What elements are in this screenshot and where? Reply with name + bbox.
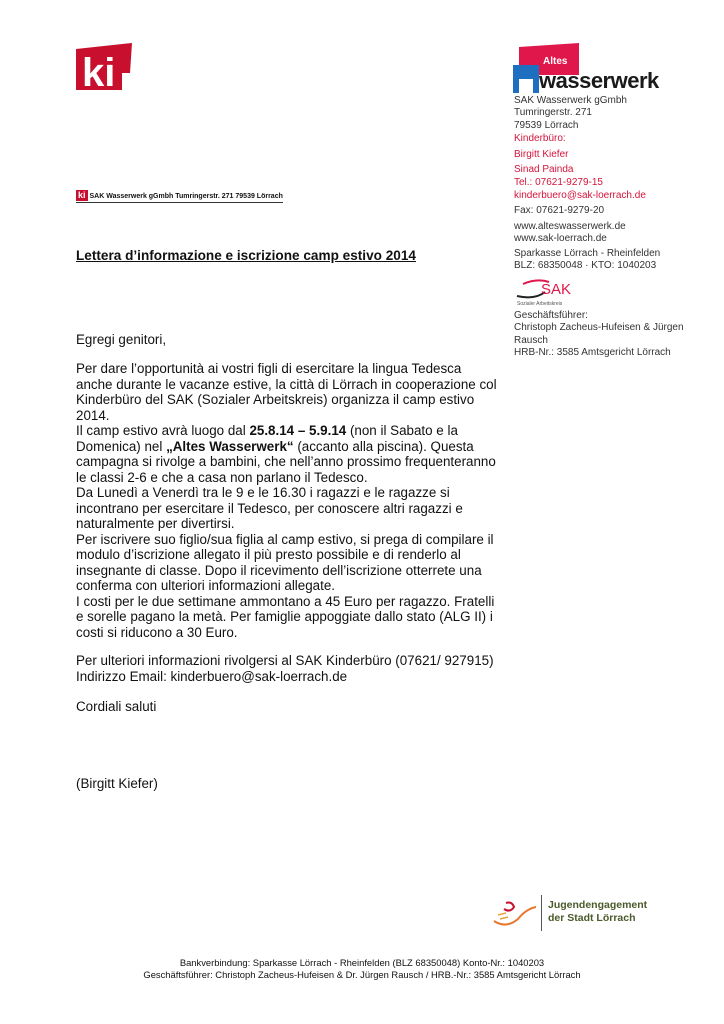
bird-icon [492, 899, 536, 929]
contact-person: Birgitt Kiefer [514, 149, 569, 160]
contact-org: SAK Wasserwerk gGmbh Tumringerstr. 271 79539 Lörrach [514, 95, 627, 131]
contact-management: Geschäftsführer: Christoph Zacheus-Hufeisen & Jürgen Rausch HRB-Nr.: 3585 Amtsgericht Lörrach [514, 310, 684, 358]
paragraph-contact: Per ulteriori informazioni rivolgersi al SAK Kinderbüro (07621/ 927915) Indirizzo Email: kinderbuero@sak-loerrach.de [76, 653, 494, 684]
signature: (Birgitt Kiefer) [76, 776, 158, 791]
contact-bank: Sparkasse Lörrach - Rheinfelden BLZ: 68350048 · KTO: 1040203 [514, 248, 661, 272]
letter-title: Lettera d’informazione e iscrizione camp estivo 2014 [76, 248, 416, 263]
ki-logo [76, 43, 132, 90]
sender-line: ki SAK Wasserwerk gGmbh Tumringerstr. 271 79539 Lörrach [76, 190, 283, 203]
footer: Bankverbindung: Sparkasse Lörrach - Rheinfelden (BLZ 68350048) Konto-Nr.: 1040203 Geschäftsführer: Christoph Zacheus-Hufeisen & Dr. Jürgen Rausch / HRB.-Nr.: 3585 Amtsgericht Lörrach [143, 957, 581, 980]
jugendengagement-logo: Jugendengagement der Stadt Lörrach [492, 895, 662, 933]
salutation: Egregi genitori, [76, 332, 167, 347]
sak-logo: SAK Sozialer Arbeitskreis [517, 281, 572, 307]
contact-tel: Tel.: 07621-9279-15 [514, 177, 603, 188]
contact-fax: Fax: 07621-9279-20 [514, 205, 605, 216]
contact-person: Sinad Painda [514, 164, 574, 175]
kinderbuero-label: Kinderbüro: [514, 133, 566, 144]
closing: Cordiali saluti [76, 699, 157, 714]
ki-mini-logo: ki [78, 190, 86, 200]
paragraph-intro: Per dare l’opportunità ai vostri figli di esercitare la lingua Tedesca anche durante le vacanze estive, la città di Lörrach in cooperazione col Kinderbüro del SAK (Sozialer Arbeitskreis) organizza il camp estivo 2014. Il camp estivo avrà luogo dal 25.8.14 – 5.9.14 (non il Sabato e la Domenica) nel „Altes Wasserwerk“ (accanto alla piscina). Questa campagna si rivolge a bambini, che nell’anno prossimo frequenteranno le classi 2-6 e che a casa non parlano il Tedesco. Da Lunedì a Venerdì tra le 9 e le 16.30 i ragazzi e le ragazze si incontrano per esercitare il Tedesco, per conoscere altri ragazzi e naturalmente per divertirsi. Per iscrivere suo figlio/sua figlia al camp estivo, si prega di compilare il modulo d’iscrizione allegato il più presto possibile e di renderlo al insegnante di classe. Dopo il ricevimento dell’iscrizione otterrete una conferma con ulteriori informazioni allegate. I costi per le due settimane ammontano a 45 Euro per ragazzo. Fratelli e sorelle pagano la metà. Per famiglie appoggiate dallo stato (ALG II) i costi si riducono a 30 Euro. [76, 361, 497, 640]
contact-email[interactable]: kinderbuero@sak-loerrach.de [514, 190, 646, 201]
contact-web: www.alteswasserwerk.de www.sak-loerrach.de [514, 221, 626, 245]
altes-wasserwerk-logo: Altes wasserwerk [513, 43, 653, 93]
logo-divider [541, 895, 542, 931]
svg-text:ki: ki [82, 51, 116, 90]
